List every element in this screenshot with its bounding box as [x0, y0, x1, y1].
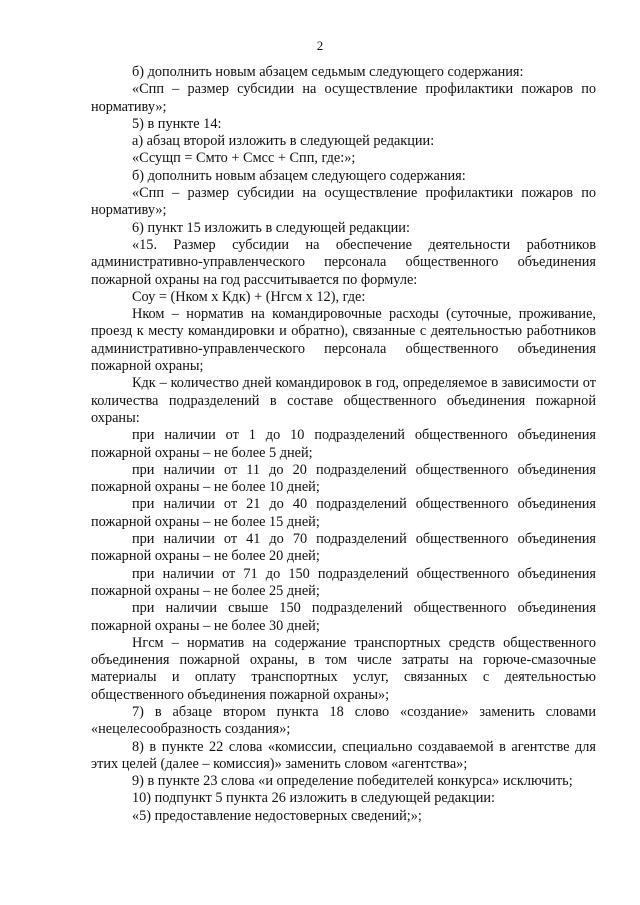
paragraph-subitem-5-new-text: «5) предоставление недостоверных сведений;»;: [132, 807, 422, 824]
paragraph-item-9: 9) в пункте 23 слова «и определение победителей конкурса» исключить;: [132, 773, 573, 790]
document-body: [91, 64, 596, 825]
paragraph-formula-sou: Соу = (Нком х Кдк) + (Нгсм х 12), где:: [132, 288, 366, 305]
page-number: 2: [316, 38, 324, 53]
paragraph-spp-definition-2: «Спп – размер субсидии на осуществление профилактики пожаров по нормативу»;: [91, 185, 596, 219]
paragraph-item-10: 10) подпункт 5 пункта 26 изложить в следующей редакции:: [132, 790, 496, 807]
paragraph-range-71-150: при наличии от 71 до 150 подразделений общественного объединения пожарной охраны – не более 25 дней;: [91, 565, 596, 599]
paragraph-range-1-10: при наличии от 1 до 10 подразделений общественного объединения пожарной охраны – не более 5 дней;: [91, 427, 596, 461]
paragraph-nkom-definition: Нком – норматив на командировочные расходы (суточные, проживание, проезд к месту командировки и обратно), связанные с деятельностью работников административно-управленческого персонала общественного объединения пожарной охраны;: [91, 306, 596, 375]
paragraph-item-6: 6) пункт 15 изложить в следующей редакции:: [132, 219, 410, 236]
paragraph-kdk-definition: Кдк – количество дней командировок в год, определяемое в зависимости от количества подразделений в составе общественного объединения пожарной охраны:: [91, 375, 596, 426]
paragraph-range-21-40: при наличии от 21 до 40 подразделений общественного объединения пожарной охраны – не более 15 дней;: [91, 496, 596, 530]
paragraph-item-5b: б) дополнить новым абзацем следующего содержания:: [132, 167, 466, 184]
paragraph-item-7: 7) в абзаце втором пункта 18 слово «создание» заменить словами «нецелесообразность создания»;: [91, 703, 596, 738]
paragraph-item-5: 5) в пункте 14:: [132, 115, 222, 132]
paragraph-range-over-150: при наличии свыше 150 подразделений общественного объединения пожарной охраны – не более 30 дней;: [91, 600, 596, 634]
paragraph-item-5a: а) абзац второй изложить в следующей редакции:: [132, 133, 435, 150]
paragraph-item-8: 8) в пункте 22 слова «комиссии, специально создаваемой в агентстве для этих целей (далее – комиссия)» заменить словом «агентства»;: [91, 738, 596, 772]
paragraph-formula-ssushp: «Ссущп = Смто + Смсс + Спп, где:»;: [132, 150, 356, 167]
paragraph-ngsm-definition: Нгсм – норматив на содержание транспортных средств общественного объединения пожарной охраны, в том числе затраты на горюче-смазочные материалы и оплату транспортных услуг, связанных с деятельностью общественного объединения пожарной охраны»;: [91, 634, 596, 703]
paragraph-amendment-b-seventh: б) дополнить новым абзацем седьмым следующего содержания:: [132, 64, 524, 80]
paragraph-range-11-20: при наличии от 11 до 20 подразделений общественного объединения пожарной охраны – не более 10 дней;: [91, 461, 596, 496]
paragraph-spp-definition: «Спп – размер субсидии на осуществление профилактики пожаров по нормативу»;: [91, 81, 596, 115]
paragraph-point-15: «15. Размер субсидии на обеспечение деятельности работников административно-управленческого персонала общественного объединения пожарной охраны на год рассчитывается по формуле:: [91, 236, 596, 288]
paragraph-range-41-70: при наличии от 41 до 70 подразделений общественного объединения пожарной охраны – не более 20 дней;: [91, 531, 596, 565]
